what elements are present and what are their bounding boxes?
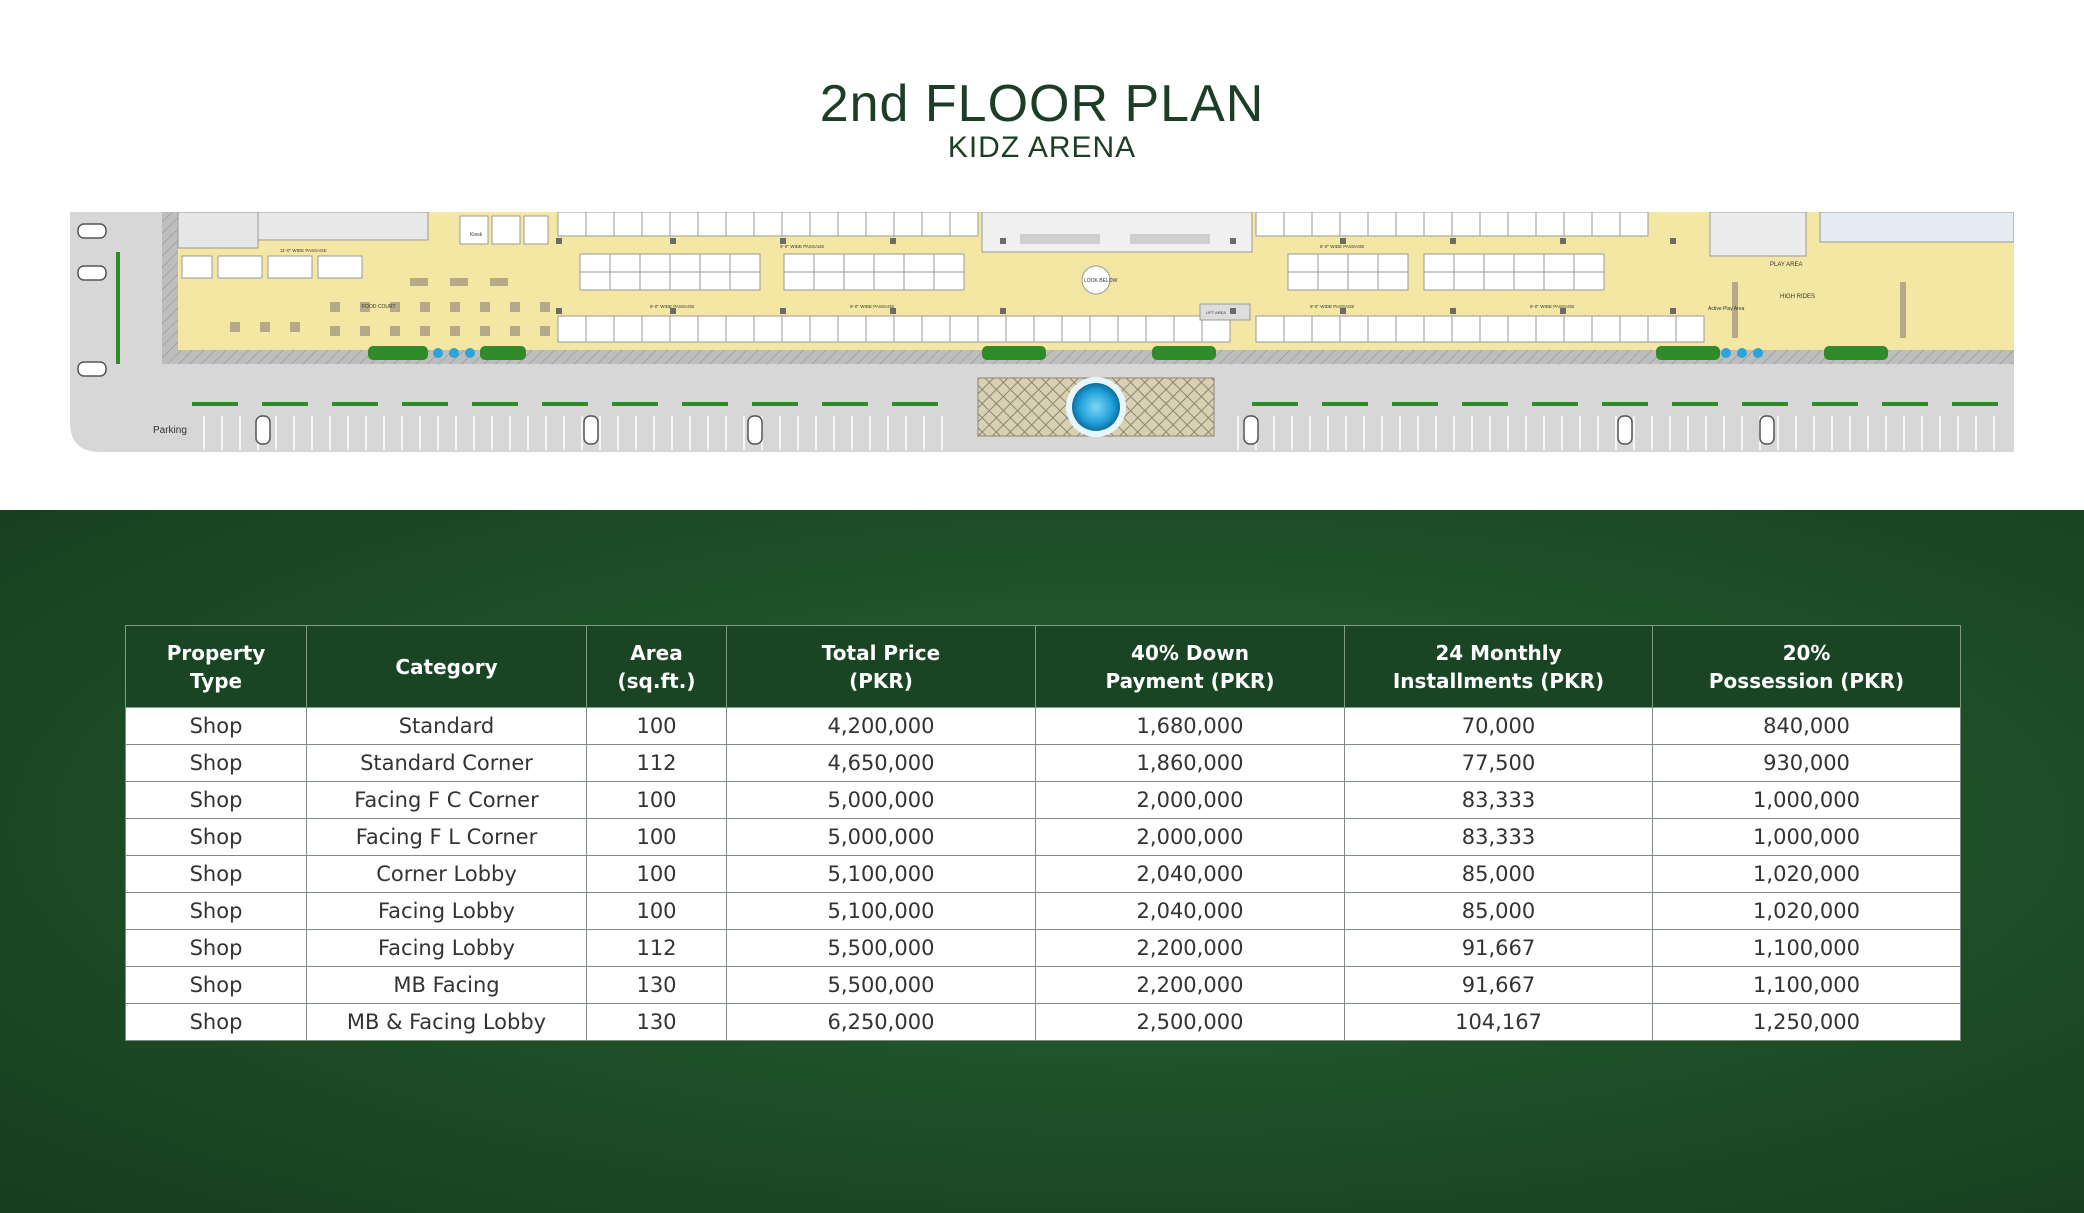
cell-area: 100 [587,819,727,856]
active-play-area-label: Active Play Area [1708,306,1745,312]
look-below-label: LOOK BELOW [1084,278,1118,284]
cell-property-type: Shop [126,745,307,782]
kiosk [460,216,488,244]
escalator [1130,234,1210,244]
cell-area: 112 [587,930,727,967]
cell-monthly-installment: 70,000 [1345,708,1653,745]
cell-down-payment: 2,040,000 [1036,893,1345,930]
high-rides-label: HIGH RIDES [1780,294,1816,300]
cell-monthly-installment: 91,667 [1345,967,1653,1004]
table-row [126,782,1961,819]
cell-down-payment: 1,680,000 [1036,708,1345,745]
cell-category: Facing Lobby [307,893,587,930]
cell-area: 100 [587,856,727,893]
food-kiosk [318,256,362,278]
food-kiosk [182,256,212,278]
kiosk [492,216,520,244]
cell-property-type: Shop [126,930,307,967]
cell-property-type: Shop [126,856,307,893]
cell-property-type: Shop [126,1004,307,1041]
lift-area-label: LIFT AREA [1206,310,1226,315]
table-row [126,819,1961,856]
shop-row-bottom [558,316,1704,342]
page-subtitle: KIDZ ARENA [947,131,1137,164]
food-court-label: FOOD COURT [362,304,396,310]
passage-label: 9'-0" WIDE PASSAGE [850,304,895,309]
cell-possession: 1,000,000 [1653,819,1961,856]
cell-down-payment: 2,000,000 [1036,782,1345,819]
column-header-possession: 20% Possession (PKR) [1653,626,1961,708]
table-row [126,856,1961,893]
parking-label: Parking [153,425,187,436]
column-header-property-type: Property Type [126,626,307,708]
column-header-down-payment: 40% Down Payment (PKR) [1036,626,1345,708]
cell-down-payment: 2,000,000 [1036,819,1345,856]
table-row [126,893,1961,930]
cell-category: Facing F C Corner [307,782,587,819]
cell-property-type: Shop [126,893,307,930]
cell-monthly-installment: 83,333 [1345,782,1653,819]
shop-island-right [1288,254,1604,290]
food-kiosk [268,256,312,278]
floor-plan-drawing [70,212,2014,456]
cell-total-price: 5,100,000 [727,893,1036,930]
cell-total-price: 5,000,000 [727,782,1036,819]
cell-total-price: 5,500,000 [727,930,1036,967]
cell-monthly-installment: 83,333 [1345,819,1653,856]
cell-possession: 1,020,000 [1653,856,1961,893]
kiosk [524,216,548,244]
cell-property-type: Shop [126,708,307,745]
table-header-row [126,626,1961,708]
table-row [126,1004,1961,1041]
cell-total-price: 5,000,000 [727,819,1036,856]
cell-category: MB Facing [307,967,587,1004]
table-row [126,930,1961,967]
shop-row-top-right [1256,212,1648,236]
cell-monthly-installment: 85,000 [1345,893,1653,930]
cell-category: MB & Facing Lobby [307,1004,587,1041]
cell-down-payment: 2,040,000 [1036,856,1345,893]
passage-label: 8'-0" WIDE PASSAGE [1320,244,1365,249]
cell-total-price: 5,100,000 [727,856,1036,893]
cell-possession: 930,000 [1653,745,1961,782]
column-header-category: Category [307,626,587,708]
passage-label: 8'-0" WIDE PASSAGE [650,304,695,309]
cell-monthly-installment: 85,000 [1345,856,1653,893]
cell-possession: 1,250,000 [1653,1004,1961,1041]
cell-property-type: Shop [126,967,307,1004]
cell-down-payment: 2,200,000 [1036,930,1345,967]
page-title: 2nd FLOOR PLAN [819,75,1265,133]
cell-category: Standard [307,708,587,745]
cell-total-price: 4,650,000 [727,745,1036,782]
cell-category: Facing Lobby [307,930,587,967]
cell-area: 130 [587,967,727,1004]
payment-plan-table [125,625,1961,1041]
cell-possession: 1,020,000 [1653,893,1961,930]
food-kiosk [218,256,262,278]
cell-total-price: 5,500,000 [727,967,1036,1004]
washroom-block-left [178,212,258,248]
passage-label: 8'-0" WIDE PASSAGE [1530,304,1575,309]
play-area-label: PLAY AREA [1770,262,1803,268]
cell-down-payment: 1,860,000 [1036,745,1345,782]
kiosk-label: Kiosk [470,232,483,238]
table-row [126,967,1961,1004]
cell-total-price: 4,200,000 [727,708,1036,745]
cell-monthly-installment: 77,500 [1345,745,1653,782]
cell-possession: 1,000,000 [1653,782,1961,819]
cell-total-price: 6,250,000 [727,1004,1036,1041]
cell-category: Facing F L Corner [307,819,587,856]
cell-down-payment: 2,200,000 [1036,967,1345,1004]
table-row [126,708,1961,745]
right-service-block [1710,212,1806,256]
shop-row-top-left [558,212,978,236]
cell-area: 130 [587,1004,727,1041]
cell-area: 100 [587,708,727,745]
cell-monthly-installment: 91,667 [1345,930,1653,967]
passage-label: 9'-0" WIDE PASSAGE [1310,304,1355,309]
escalator [1020,234,1100,244]
table-row [126,745,1961,782]
floor-plan-section [0,0,2084,510]
column-header-area: Area (sq.ft.) [587,626,727,708]
cell-area: 100 [587,782,727,819]
cell-possession: 1,100,000 [1653,967,1961,1004]
cell-category: Corner Lobby [307,856,587,893]
atrium-top [982,212,1252,252]
play-area-divider [1900,282,1906,338]
passage-label: 11'-0" WIDE PASSAGE [280,248,327,253]
cell-down-payment: 2,500,000 [1036,1004,1345,1041]
cell-area: 112 [587,745,727,782]
cell-category: Standard Corner [307,745,587,782]
washroom-block-right [1820,212,2014,242]
cell-possession: 1,100,000 [1653,930,1961,967]
cell-area: 100 [587,893,727,930]
passage-label: 9'-0" WIDE PASSAGE [780,244,825,249]
cell-property-type: Shop [126,782,307,819]
cell-property-type: Shop [126,819,307,856]
service-block-left [258,212,428,240]
column-header-total-price: Total Price (PKR) [727,626,1036,708]
fountain-icon [1072,383,1120,431]
cell-possession: 840,000 [1653,708,1961,745]
column-header-monthly-installments: 24 Monthly Installments (PKR) [1345,626,1653,708]
cell-monthly-installment: 104,167 [1345,1004,1653,1041]
